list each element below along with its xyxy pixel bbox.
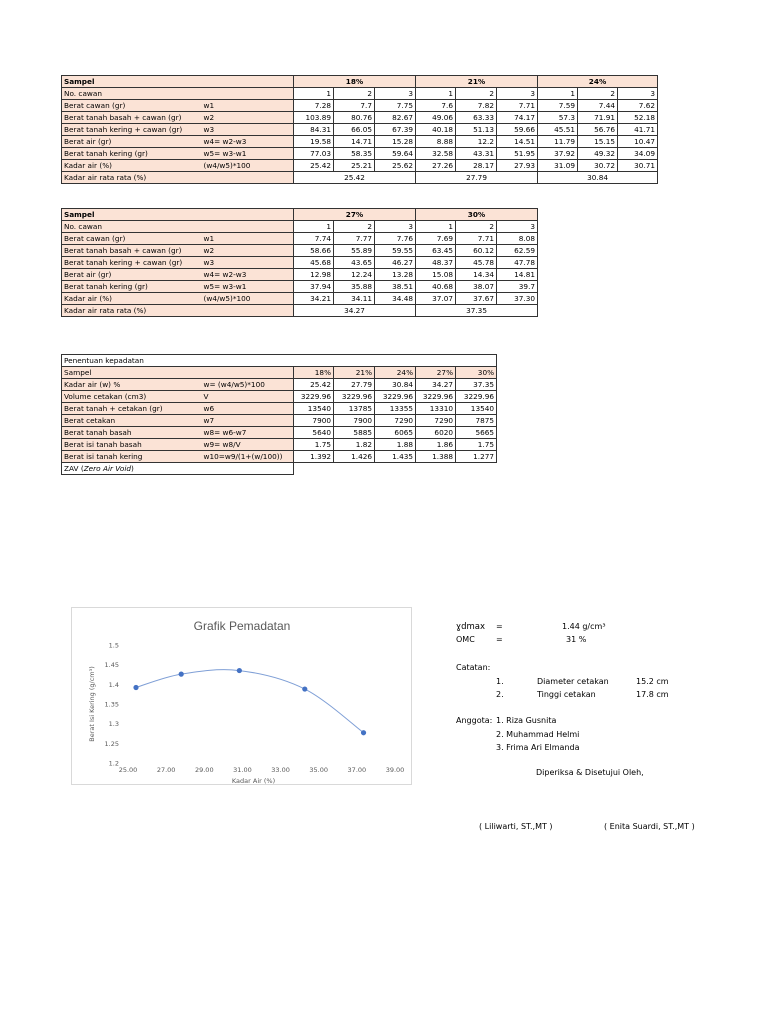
table-row	[62, 221, 538, 233]
table-row	[62, 100, 658, 112]
row-formula: w5= w3-w1	[202, 148, 294, 160]
member-2: 2. Muhammad Helmi	[496, 730, 580, 739]
row-formula: w2	[202, 245, 294, 257]
table-cell: 7.7	[334, 100, 375, 112]
table-cell: 3229.96	[456, 391, 497, 403]
table-cell: 40.68	[416, 281, 456, 293]
row-label: No. cawan	[62, 88, 202, 100]
table-cell: 1.88	[375, 439, 416, 451]
y-tick-label: 1.2	[108, 759, 119, 768]
row-formula: w1	[202, 100, 294, 112]
table-cell: 7.44	[578, 100, 618, 112]
row-formula: w10=w9/(1+(w/100))	[202, 451, 294, 463]
row-formula: (w4/w5)*100	[202, 160, 294, 172]
y-tick-label: 1.3	[108, 720, 119, 729]
table-cell: 7.6	[416, 100, 456, 112]
zav-row	[62, 463, 497, 475]
note-1-num: 1.	[496, 677, 504, 686]
table-cell: 31.09	[538, 160, 578, 172]
row-label: Berat tanah basah + cawan (gr)	[62, 112, 202, 124]
column-header: 21%	[334, 367, 375, 379]
row-formula: w4= w2-w3	[202, 136, 294, 148]
zav-italic: Zero Air Void	[83, 463, 131, 473]
table-cell: 6020	[416, 427, 456, 439]
table-cell: 34.21	[294, 293, 334, 305]
table-cell: 67.39	[375, 124, 416, 136]
table-cell: 48.37	[416, 257, 456, 269]
table-cell: 7900	[294, 415, 334, 427]
row-label: Berat air (gr)	[62, 269, 202, 281]
table-cell: 74.17	[497, 112, 538, 124]
x-tick-label: 31.00	[233, 766, 252, 774]
table-row	[62, 112, 658, 124]
compaction-chart	[71, 607, 412, 785]
average-value: 25.42	[294, 172, 416, 184]
table-cell: 47.78	[497, 257, 538, 269]
data-point	[179, 672, 184, 677]
moisture-table-1	[61, 75, 658, 184]
table-cell: 30.72	[578, 160, 618, 172]
table-cell: 103.89	[294, 112, 334, 124]
group-header: 21%	[416, 76, 538, 88]
table-cell: 35.88	[334, 281, 375, 293]
table-row	[62, 148, 658, 160]
table-cell: 7.82	[456, 100, 497, 112]
table-cell: 3229.96	[416, 391, 456, 403]
chart-svg	[72, 608, 411, 784]
table-cell: 41.71	[618, 124, 658, 136]
table-cell: 28.17	[456, 160, 497, 172]
row-formula: w1	[202, 233, 294, 245]
ydmax-eq: =	[496, 622, 503, 631]
row-formula: w7	[202, 415, 294, 427]
table-row	[62, 293, 538, 305]
table-cell: 43.31	[456, 148, 497, 160]
table-cell: 8.08	[497, 233, 538, 245]
table-cell: 14.81	[497, 269, 538, 281]
row-label: Berat tanah basah	[62, 427, 202, 439]
table-row	[62, 415, 497, 427]
x-tick-label: 35.00	[309, 766, 329, 774]
table-row	[62, 281, 538, 293]
x-tick-label: 25.00	[118, 766, 138, 774]
note-1-value: 15.2 cm	[636, 677, 669, 686]
table-cell: 60.12	[456, 245, 497, 257]
average-row	[62, 172, 658, 184]
table-cell: 13310	[416, 403, 456, 415]
table-cell: 37.67	[456, 293, 497, 305]
table-cell: 45.68	[294, 257, 334, 269]
ydmax-value: 1.44 g/cm³	[562, 622, 606, 631]
table-cell: 14.34	[456, 269, 497, 281]
table-cell: 1	[416, 221, 456, 233]
note-2-value: 17.8 cm	[636, 690, 669, 699]
table-cell: 32.58	[416, 148, 456, 160]
data-point	[237, 668, 242, 673]
average-row	[62, 305, 538, 317]
density-table	[61, 354, 497, 475]
y-tick-label: 1.35	[104, 700, 119, 709]
average-value: 27.79	[416, 172, 538, 184]
table-cell: 15.08	[416, 269, 456, 281]
table-cell: 2	[334, 221, 375, 233]
omc-label: OMC	[456, 635, 475, 644]
table-cell: 49.06	[416, 112, 456, 124]
table-cell: 3	[375, 88, 416, 100]
column-header: 24%	[375, 367, 416, 379]
table-cell: 13540	[456, 403, 497, 415]
header-row	[62, 76, 658, 88]
table-cell: 7.62	[618, 100, 658, 112]
note-2-num: 2.	[496, 690, 504, 699]
density-title: Penentuan kepadatan	[62, 355, 497, 367]
table-cell: 6065	[375, 427, 416, 439]
zav-prefix: ZAV (	[64, 463, 84, 473]
table-cell: 1.388	[416, 451, 456, 463]
table-cell: 56.76	[578, 124, 618, 136]
table-cell: 1.277	[456, 451, 497, 463]
table-row	[62, 160, 658, 172]
table-row	[62, 233, 538, 245]
table-cell: 3229.96	[375, 391, 416, 403]
table-row	[62, 403, 497, 415]
table-cell: 82.67	[375, 112, 416, 124]
row-formula: w9= w8/V	[202, 439, 294, 451]
table-cell: 13540	[294, 403, 334, 415]
column-header: 30%	[456, 367, 497, 379]
table-cell: 27.26	[416, 160, 456, 172]
signer-1: ( Liliwarti, ST.,MT )	[479, 822, 553, 831]
table-cell: 58.66	[294, 245, 334, 257]
note-1-label: Diameter cetakan	[537, 677, 609, 686]
omc-value: 31 %	[566, 635, 587, 644]
table-cell: 25.62	[375, 160, 416, 172]
table-cell: 1.82	[334, 439, 375, 451]
table-cell: 40.18	[416, 124, 456, 136]
table-cell: 1.75	[294, 439, 334, 451]
table-cell: 7290	[375, 415, 416, 427]
table-cell: 45.78	[456, 257, 497, 269]
table-cell: 52.18	[618, 112, 658, 124]
table-cell: 7.69	[416, 233, 456, 245]
table-cell: 62.59	[497, 245, 538, 257]
row-formula: w3	[202, 257, 294, 269]
zav-suffix: )	[131, 463, 134, 473]
table-cell: 12.98	[294, 269, 334, 281]
sample-header: Sampel	[62, 367, 294, 379]
table-row	[62, 391, 497, 403]
table-cell: 3	[618, 88, 658, 100]
row-formula: w5= w3-w1	[202, 281, 294, 293]
table-cell: 7900	[334, 415, 375, 427]
table-cell: 14.71	[334, 136, 375, 148]
table-cell: 1.75	[456, 439, 497, 451]
table-cell: 39.7	[497, 281, 538, 293]
row-formula	[202, 88, 294, 100]
y-tick-label: 1.25	[104, 739, 119, 748]
table-cell: 13785	[334, 403, 375, 415]
table-cell: 1.435	[375, 451, 416, 463]
table-cell: 37.94	[294, 281, 334, 293]
row-label: Kadar air (w) %	[62, 379, 202, 391]
table-cell: 63.33	[456, 112, 497, 124]
table-cell: 15.15	[578, 136, 618, 148]
table-row	[62, 379, 497, 391]
table-cell: 57.3	[538, 112, 578, 124]
table-cell: 58.35	[334, 148, 375, 160]
row-label: Berat tanah kering (gr)	[62, 281, 202, 293]
table-row	[62, 124, 658, 136]
table-cell: 49.32	[578, 148, 618, 160]
table-cell: 19.58	[294, 136, 334, 148]
table-row	[62, 257, 538, 269]
row-formula	[202, 221, 294, 233]
row-label: Volume cetakan (cm3)	[62, 391, 202, 403]
table-cell: 1	[416, 88, 456, 100]
moisture-table-2	[61, 208, 538, 317]
table-cell: 13355	[375, 403, 416, 415]
notes-label: Catatan:	[456, 663, 491, 672]
table-cell: 7.74	[294, 233, 334, 245]
chart-title: Grafik Pemadatan	[193, 619, 291, 633]
table-row	[62, 269, 538, 281]
row-label: No. cawan	[62, 221, 202, 233]
table-cell: 84.31	[294, 124, 334, 136]
sample-header: Sampel	[62, 76, 294, 88]
series-line	[136, 670, 364, 733]
table-cell: 37.92	[538, 148, 578, 160]
table-cell: 59.55	[375, 245, 416, 257]
table-cell: 3	[375, 221, 416, 233]
y-tick-label: 1.4	[108, 680, 119, 689]
table-cell: 1.426	[334, 451, 375, 463]
table-cell: 3	[497, 88, 538, 100]
table-cell: 1	[294, 88, 334, 100]
table-cell: 34.09	[618, 148, 658, 160]
table-cell: 45.51	[538, 124, 578, 136]
note-2-label: Tinggi cetakan	[537, 690, 596, 699]
data-point	[302, 686, 307, 691]
table-cell: 37.07	[416, 293, 456, 305]
x-tick-label: 29.00	[194, 766, 214, 774]
signer-2: ( Enita Suardi, ST.,MT )	[604, 822, 695, 831]
table-cell: 63.45	[416, 245, 456, 257]
table-cell: 3229.96	[334, 391, 375, 403]
table-cell: 30.84	[375, 379, 416, 391]
table-cell: 12.2	[456, 136, 497, 148]
table-cell: 38.07	[456, 281, 497, 293]
table-cell: 12.24	[334, 269, 375, 281]
table-cell: 1	[538, 88, 578, 100]
table-cell: 43.65	[334, 257, 375, 269]
omc-eq: =	[496, 635, 503, 644]
table-cell: 27.79	[334, 379, 375, 391]
table-cell: 7.71	[456, 233, 497, 245]
table-cell: 25.42	[294, 160, 334, 172]
table-cell: 7290	[416, 415, 456, 427]
sample-header: Sampel	[62, 209, 294, 221]
row-label: Berat tanah kering + cawan (gr)	[62, 124, 202, 136]
row-formula: (w4/w5)*100	[202, 293, 294, 305]
table-cell: 11.79	[538, 136, 578, 148]
row-label: Berat cawan (gr)	[62, 233, 202, 245]
row-formula: w4= w2-w3	[202, 269, 294, 281]
row-label: Berat tanah kering (gr)	[62, 148, 202, 160]
table-cell: 3229.96	[294, 391, 334, 403]
table-cell: 34.27	[416, 379, 456, 391]
row-formula: w= (w4/w5)*100	[202, 379, 294, 391]
data-point	[133, 685, 138, 690]
row-label: Kadar air (%)	[62, 160, 202, 172]
row-label: Berat isi tanah kering	[62, 451, 202, 463]
table-cell: 2	[456, 221, 497, 233]
table-cell: 5640	[294, 427, 334, 439]
row-label: Kadar air (%)	[62, 293, 202, 305]
header-row	[62, 367, 497, 379]
group-header: 24%	[538, 76, 658, 88]
row-label: Berat isi tanah basah	[62, 439, 202, 451]
column-header: 18%	[294, 367, 334, 379]
average-value: 34.27	[294, 305, 416, 317]
column-header: 27%	[416, 367, 456, 379]
x-tick-label: 27.00	[156, 766, 176, 774]
table-cell: 34.11	[334, 293, 375, 305]
row-label: Berat air (gr)	[62, 136, 202, 148]
average-value: 37.35	[416, 305, 538, 317]
title-row	[62, 355, 497, 367]
table-row	[62, 427, 497, 439]
table-cell: 2	[456, 88, 497, 100]
table-cell: 7.76	[375, 233, 416, 245]
table-cell: 46.27	[375, 257, 416, 269]
table-cell: 66.05	[334, 124, 375, 136]
header-row	[62, 209, 538, 221]
group-header: 18%	[294, 76, 416, 88]
row-label: Berat tanah kering + cawan (gr)	[62, 257, 202, 269]
table-cell: 13.28	[375, 269, 416, 281]
table-cell: 51.13	[456, 124, 497, 136]
table-cell: 51.95	[497, 148, 538, 160]
table-cell: 27.93	[497, 160, 538, 172]
members-label: Anggota:	[456, 716, 493, 725]
table-cell: 7.75	[375, 100, 416, 112]
row-formula: w2	[202, 112, 294, 124]
table-row	[62, 451, 497, 463]
table-cell: 8.88	[416, 136, 456, 148]
x-axis-label: Kadar Air (%)	[231, 777, 276, 784]
x-tick-label: 33.00	[271, 766, 290, 774]
table-cell: 3	[497, 221, 538, 233]
average-label: Kadar air rata rata (%)	[62, 305, 294, 317]
table-cell: 38.51	[375, 281, 416, 293]
row-formula: w6	[202, 403, 294, 415]
row-label: Berat cetakan	[62, 415, 202, 427]
table-cell: 1.392	[294, 451, 334, 463]
table-cell: 15.28	[375, 136, 416, 148]
member-1: 1. Riza Gusnita	[496, 716, 557, 725]
row-label: Berat tanah + cetakan (gr)	[62, 403, 202, 415]
x-tick-label: 39.00	[385, 766, 405, 774]
row-label: Berat tanah basah + cawan (gr)	[62, 245, 202, 257]
row-formula: w8= w6-w7	[202, 427, 294, 439]
table-cell: 59.64	[375, 148, 416, 160]
table-cell: 80.76	[334, 112, 375, 124]
group-header: 30%	[416, 209, 538, 221]
table-row	[62, 439, 497, 451]
row-label: Berat cawan (gr)	[62, 100, 202, 112]
table-cell: 30.71	[618, 160, 658, 172]
table-cell: 7875	[456, 415, 497, 427]
group-header: 27%	[294, 209, 416, 221]
table-row	[62, 245, 538, 257]
table-cell: 2	[334, 88, 375, 100]
y-tick-label: 1.45	[104, 661, 119, 670]
table-cell: 59.66	[497, 124, 538, 136]
table-cell: 1.86	[416, 439, 456, 451]
table-row	[62, 136, 658, 148]
table-cell: 10.47	[618, 136, 658, 148]
table-row	[62, 88, 658, 100]
table-cell: 37.30	[497, 293, 538, 305]
table-cell: 71.91	[578, 112, 618, 124]
average-value: 30.84	[538, 172, 658, 184]
table-cell: 7.59	[538, 100, 578, 112]
row-formula: V	[202, 391, 294, 403]
table-cell: 25.42	[294, 379, 334, 391]
zav-label	[62, 463, 294, 475]
table-cell: 7.71	[497, 100, 538, 112]
average-label: Kadar air rata rata (%)	[62, 172, 294, 184]
ydmax-label: ɣdmax	[456, 622, 485, 632]
x-tick-label: 37.00	[347, 766, 367, 774]
table-cell: 14.51	[497, 136, 538, 148]
member-3: 3. Frima Ari Elmanda	[496, 743, 580, 752]
table-cell: 25.21	[334, 160, 375, 172]
table-cell: 7.77	[334, 233, 375, 245]
row-formula: w3	[202, 124, 294, 136]
y-axis-label: Berat Isi Kering (g/cm³)	[88, 666, 96, 742]
approval-text: Diperiksa & Disetujui Oleh,	[536, 768, 644, 777]
table-cell: 77.03	[294, 148, 334, 160]
table-cell: 37.35	[456, 379, 497, 391]
data-point	[361, 730, 366, 735]
table-cell: 2	[578, 88, 618, 100]
y-tick-label: 1.5	[108, 641, 119, 650]
table-cell: 55.89	[334, 245, 375, 257]
table-cell: 5665	[456, 427, 497, 439]
table-cell: 5885	[334, 427, 375, 439]
table-cell: 1	[294, 221, 334, 233]
empty-cell	[294, 463, 497, 475]
table-cell: 7.28	[294, 100, 334, 112]
table-cell: 34.48	[375, 293, 416, 305]
